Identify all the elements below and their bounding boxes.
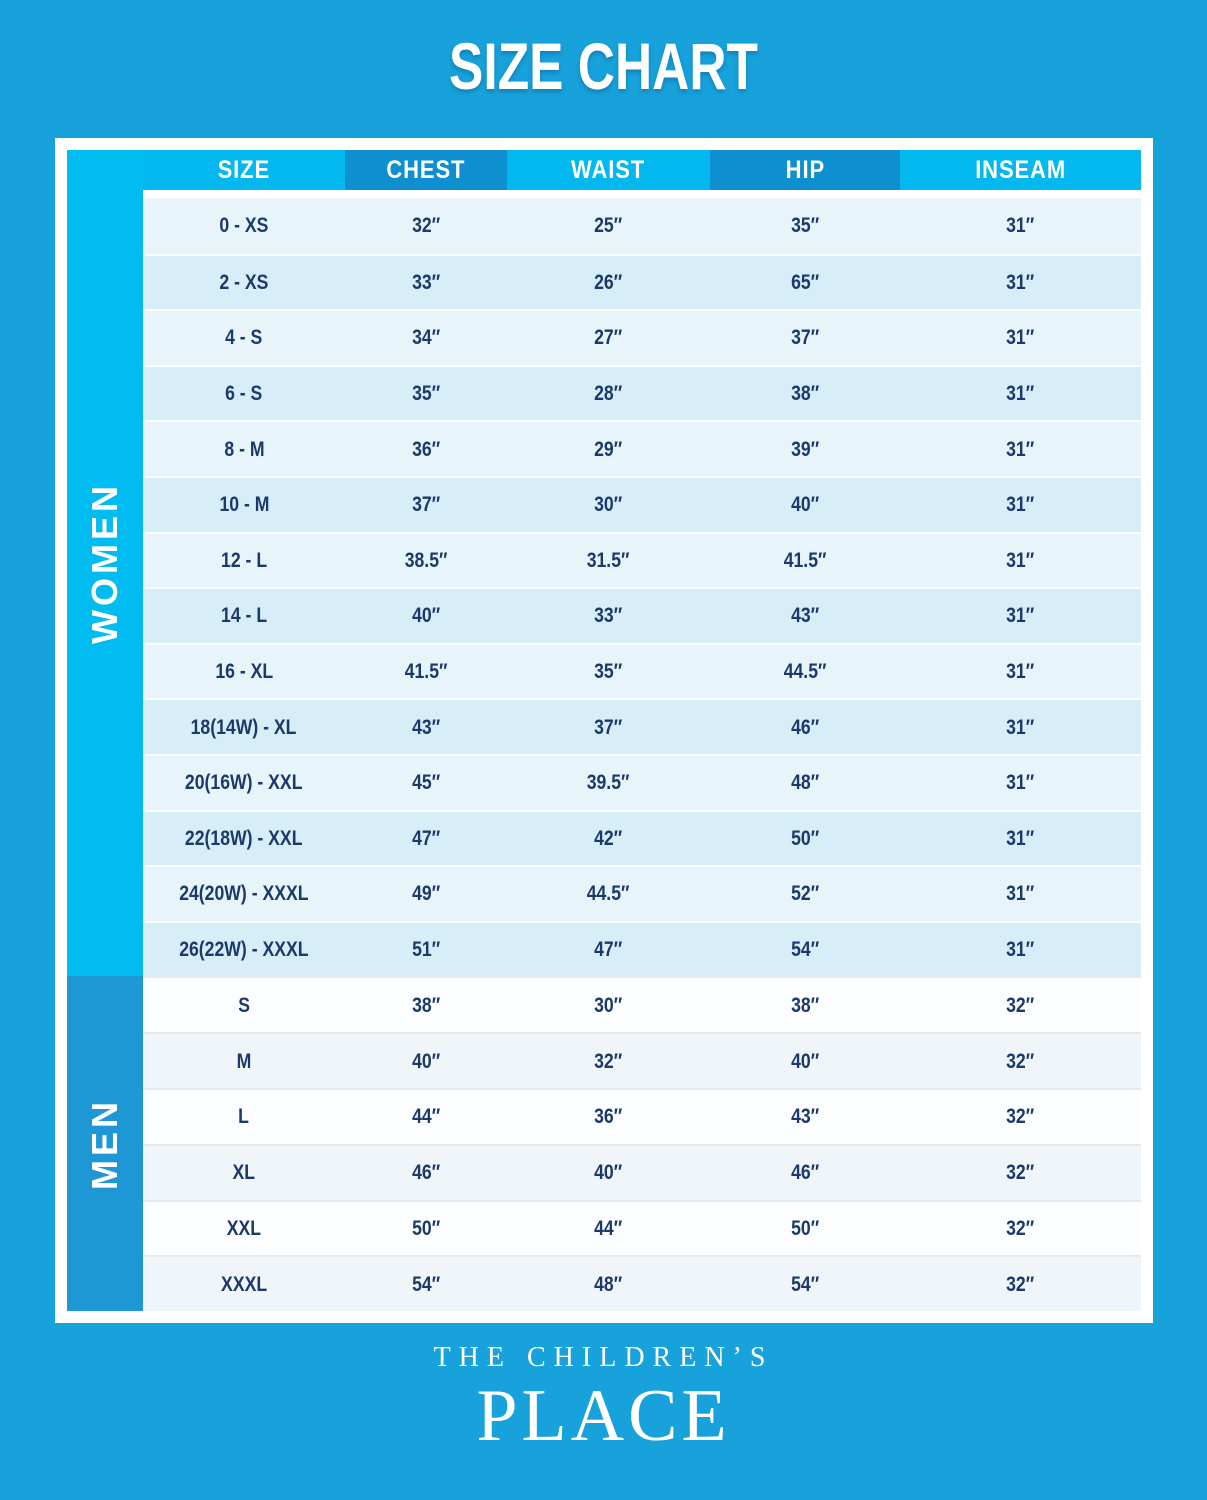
cell-waist: 30″ — [594, 492, 623, 517]
table-row — [143, 587, 1141, 643]
cell-size: 10 - M — [219, 492, 269, 517]
cell-hip: 38″ — [790, 992, 820, 1017]
header-body-divider — [143, 190, 1141, 198]
cell-waist: 47″ — [594, 937, 623, 962]
cell-inseam: 31″ — [1006, 547, 1035, 572]
table-row — [143, 254, 1141, 310]
cell-inseam: 32″ — [1006, 1215, 1035, 1240]
table-row — [143, 198, 1141, 254]
cell-hip: 65″ — [790, 269, 820, 294]
cell-hip: 44.5″ — [783, 659, 827, 684]
women-section-band — [67, 150, 143, 976]
cell-chest: 40″ — [411, 1048, 441, 1073]
table-row — [143, 365, 1141, 421]
cell-chest: 46″ — [411, 1160, 441, 1185]
cell-hip: 38″ — [790, 381, 820, 406]
cell-size: 20(16W) - XXL — [185, 770, 303, 795]
cell-waist: 25″ — [594, 213, 623, 238]
table-row — [143, 643, 1141, 699]
table-row — [143, 921, 1141, 977]
cell-inseam: 31″ — [1006, 603, 1035, 628]
table-row — [143, 1255, 1141, 1311]
column-header-inseam: INSEAM — [900, 150, 1141, 190]
cell-chest: 35″ — [411, 381, 441, 406]
cell-inseam: 31″ — [1006, 381, 1035, 406]
cell-inseam: 31″ — [1006, 213, 1035, 238]
cell-size: XXXL — [220, 1271, 268, 1296]
cell-inseam: 31″ — [1006, 659, 1035, 684]
cell-chest: 32″ — [411, 213, 441, 238]
men-section-band — [67, 976, 143, 1311]
cell-chest: 51″ — [411, 937, 441, 962]
cell-waist: 42″ — [594, 825, 623, 850]
cell-size: 26(22W) - XXXL — [179, 937, 309, 962]
cell-hip: 39″ — [790, 436, 820, 461]
cell-chest: 43″ — [411, 714, 441, 739]
column-header-chest: CHEST — [345, 150, 507, 190]
cell-size: L — [238, 1104, 250, 1129]
cell-size: 24(20W) - XXXL — [179, 881, 309, 906]
page-title: SIZE CHART — [449, 29, 758, 103]
cell-inseam: 32″ — [1006, 1104, 1035, 1129]
cell-size: 0 - XS — [219, 213, 269, 238]
cell-hip: 40″ — [790, 492, 820, 517]
cell-size: 18(14W) - XL — [191, 714, 297, 739]
cell-inseam: 32″ — [1006, 1271, 1035, 1296]
cell-chest: 41.5″ — [404, 659, 448, 684]
cell-chest: 37″ — [411, 492, 441, 517]
cell-waist: 32″ — [594, 1048, 623, 1073]
cell-chest: 49″ — [411, 881, 441, 906]
cell-hip: 41.5″ — [783, 547, 827, 572]
cell-size: XL — [232, 1160, 256, 1185]
cell-inseam: 32″ — [1006, 1048, 1035, 1073]
table-row — [143, 1200, 1141, 1256]
table-row — [143, 1144, 1141, 1200]
cell-inseam: 31″ — [1006, 325, 1035, 350]
brand-wordmark: PLACE — [476, 1375, 731, 1457]
cell-size: 22(18W) - XXL — [185, 825, 303, 850]
cell-waist: 33″ — [594, 603, 623, 628]
cell-hip: 50″ — [790, 1215, 820, 1240]
cell-hip: 54″ — [790, 937, 820, 962]
cell-waist: 39.5″ — [587, 770, 630, 795]
cell-inseam: 31″ — [1006, 881, 1035, 906]
cell-chest: 40″ — [411, 603, 441, 628]
table-row — [143, 865, 1141, 921]
brand-name-line: THE CHILDREN’S — [433, 1342, 774, 1373]
cell-hip: 40″ — [790, 1048, 820, 1073]
cell-hip: 50″ — [790, 825, 820, 850]
cell-inseam: 31″ — [1006, 436, 1035, 461]
cell-waist: 44″ — [594, 1215, 623, 1240]
cell-size: 4 - S — [225, 325, 263, 350]
cell-inseam: 31″ — [1006, 825, 1035, 850]
column-header-waist: WAIST — [507, 150, 710, 190]
table-row — [143, 476, 1141, 532]
table-row — [143, 810, 1141, 866]
cell-chest: 38″ — [411, 992, 441, 1017]
cell-inseam: 31″ — [1006, 714, 1035, 739]
table-header-row — [143, 150, 1141, 190]
column-header-hip: HIP — [710, 150, 900, 190]
cell-hip: 35″ — [790, 213, 820, 238]
cell-chest: 54″ — [411, 1271, 441, 1296]
cell-waist: 36″ — [594, 1104, 623, 1129]
table-body — [143, 198, 1141, 1311]
cell-hip: 46″ — [790, 714, 820, 739]
cell-size: 14 - L — [220, 603, 268, 628]
cell-hip: 43″ — [790, 1104, 820, 1129]
cell-hip: 37″ — [790, 325, 820, 350]
cell-waist: 40″ — [594, 1160, 623, 1185]
cell-chest: 38.5″ — [404, 547, 448, 572]
cell-waist: 35″ — [594, 659, 623, 684]
table-row — [143, 1088, 1141, 1144]
men-section-label: MEN — [84, 1097, 125, 1190]
cell-chest: 36″ — [411, 436, 441, 461]
cell-chest: 44″ — [411, 1104, 441, 1129]
cell-waist: 30″ — [594, 992, 623, 1017]
cell-inseam: 31″ — [1006, 937, 1035, 962]
cell-size: 16 - XL — [215, 659, 273, 684]
cell-inseam: 32″ — [1006, 992, 1035, 1017]
cell-chest: 33″ — [411, 269, 441, 294]
cell-chest: 50″ — [411, 1215, 441, 1240]
table-row — [143, 532, 1141, 588]
cell-waist: 29″ — [594, 436, 623, 461]
women-section-label: WOMEN — [84, 482, 125, 644]
cell-size: S — [238, 992, 250, 1017]
table-data-area — [143, 150, 1141, 1311]
cell-inseam: 31″ — [1006, 269, 1035, 294]
cell-inseam: 32″ — [1006, 1160, 1035, 1185]
cell-waist: 28″ — [594, 381, 623, 406]
cell-chest: 34″ — [411, 325, 441, 350]
table-row — [143, 754, 1141, 810]
cell-waist: 48″ — [594, 1271, 623, 1296]
cell-chest: 47″ — [411, 825, 441, 850]
cell-waist: 31.5″ — [587, 547, 630, 572]
column-header-size: SIZE — [143, 150, 345, 190]
cell-hip: 46″ — [790, 1160, 820, 1185]
cell-hip: 48″ — [790, 770, 820, 795]
table-row — [143, 309, 1141, 365]
cell-waist: 44.5″ — [587, 881, 630, 906]
cell-size: XXL — [226, 1215, 262, 1240]
cell-size: M — [236, 1048, 252, 1073]
cell-hip: 43″ — [790, 603, 820, 628]
cell-chest: 45″ — [411, 770, 441, 795]
table-sidebar — [67, 150, 143, 1311]
cell-inseam: 31″ — [1006, 492, 1035, 517]
table-row — [143, 1032, 1141, 1088]
table-row — [143, 420, 1141, 476]
cell-waist: 37″ — [594, 714, 623, 739]
cell-size: 8 - M — [223, 436, 265, 461]
table-row — [143, 976, 1141, 1032]
cell-hip: 54″ — [790, 1271, 820, 1296]
cell-size: 6 - S — [225, 381, 263, 406]
cell-waist: 27″ — [594, 325, 623, 350]
cell-inseam: 31″ — [1006, 770, 1035, 795]
size-table — [55, 138, 1153, 1323]
cell-hip: 52″ — [790, 881, 820, 906]
cell-waist: 26″ — [594, 269, 623, 294]
cell-size: 2 - XS — [219, 269, 269, 294]
table-row — [143, 698, 1141, 754]
cell-size: 12 - L — [220, 547, 268, 572]
